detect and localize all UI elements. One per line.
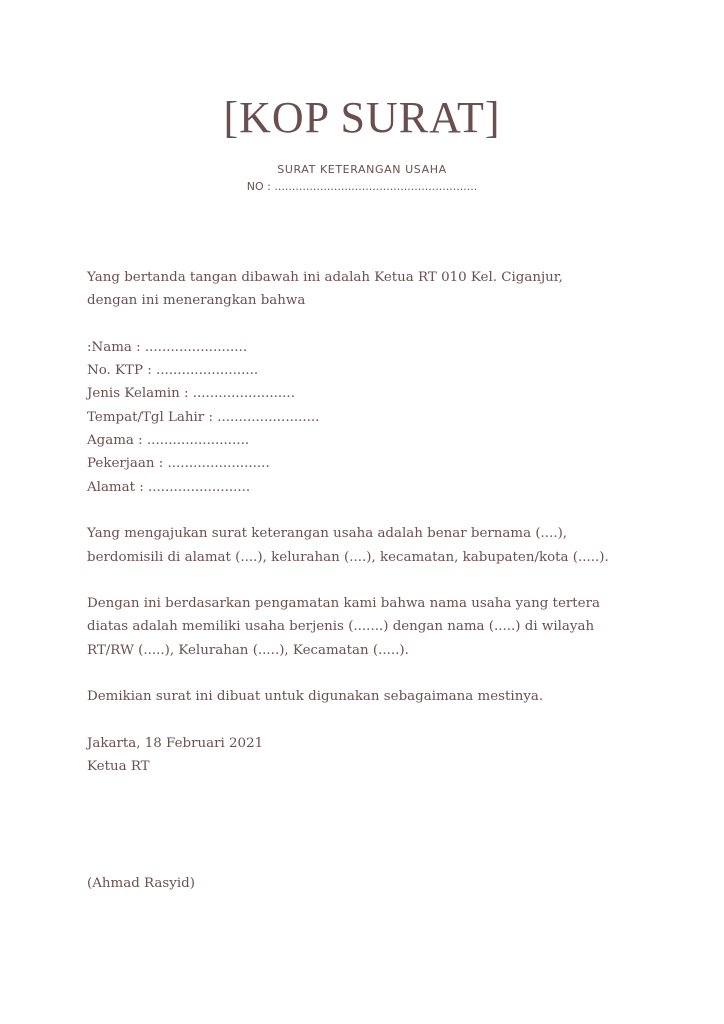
place-date: Jakarta, 18 Februari 2021: [87, 735, 264, 751]
paragraph-2-line-1: Dengan ini berdasarkan pengamatan kami bahwa nama usaha yang tertera: [87, 596, 600, 612]
field-agama: Agama : ........................: [87, 433, 250, 449]
spacer: [87, 313, 657, 336]
spacer: [87, 709, 657, 732]
field-nama: :Nama : ........................: [87, 339, 248, 355]
signature-space: [87, 779, 657, 872]
paragraph-1-line-1: Yang mengajukan surat keterangan usaha adalah benar bernama (....),: [87, 526, 568, 542]
letter-number: NO : ..........................................................: [246, 180, 478, 193]
spacer: [87, 569, 657, 592]
spacer: [87, 662, 657, 685]
signatory-name: (Ahmad Rasyid): [87, 875, 195, 891]
field-alamat: Alamat : ........................: [87, 479, 251, 495]
paragraph-1-line-2: berdomisili di alamat (....), kelurahan (....), kecamatan, kabupaten/kota (.....).: [87, 549, 609, 565]
field-ktp: No. KTP : ........................: [87, 363, 259, 379]
signatory-position: Ketua RT: [87, 759, 150, 775]
letter-title: SURAT KETERANGAN USAHA: [277, 163, 447, 176]
letterhead-placeholder: [KOP SURAT]: [223, 93, 501, 142]
paragraph-2-line-3: RT/RW (.....), Kelurahan (.....), Kecamatan (.....).: [87, 642, 409, 658]
letter-body: [87, 266, 657, 895]
field-tempat-tgl-lahir: Tempat/Tgl Lahir : ........................: [87, 409, 320, 425]
field-jenis-kelamin: Jenis Kelamin : ........................: [87, 386, 295, 402]
field-pekerjaan: Pekerjaan : ........................: [87, 456, 270, 472]
paragraph-2-line-2: diatas adalah memiliki usaha berjenis (.......) dengan nama (.....) di wilayah: [87, 619, 595, 635]
spacer: [87, 499, 657, 522]
intro-line-2: dengan ini menerangkan bahwa: [87, 293, 306, 309]
closing-statement: Demikian surat ini dibuat untuk digunakan sebagaimana mestinya.: [87, 689, 544, 705]
intro-line-1: Yang bertanda tangan dibawah ini adalah Ketua RT 010 Kel. Ciganjur,: [87, 270, 563, 285]
